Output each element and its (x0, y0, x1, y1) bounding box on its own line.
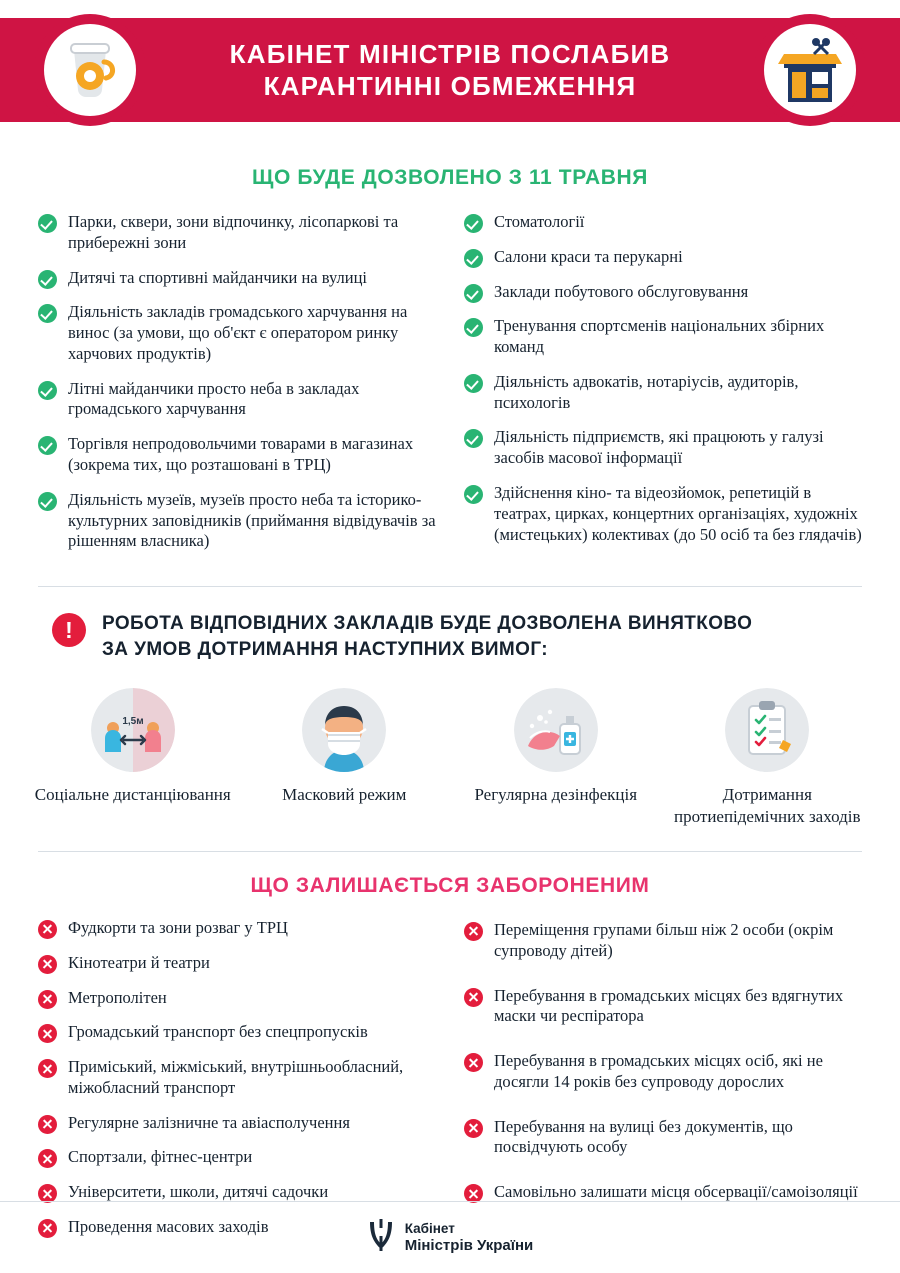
allowed-right-list (464, 212, 862, 545)
list-item-label: Самовільно залишати місця обсервації/самоізоляції (494, 1182, 858, 1202)
list-item (38, 953, 436, 974)
list-item (464, 372, 862, 414)
close-icon (38, 955, 57, 974)
list-item-label: Діяльність адвокатів, нотаріусів, аудиторів, психологів (494, 371, 799, 412)
list-item (464, 483, 862, 545)
list-item-label: Спортзали, фітнес-центри (68, 1147, 253, 1167)
list-item-label: Тренування спортсменів національних збірних команд (494, 316, 825, 357)
list-item (464, 247, 862, 268)
list-item (464, 1182, 862, 1203)
list-item-label: Метрополітен (68, 987, 167, 1007)
list-item (38, 490, 436, 552)
list-item-label: Фудкорти та зони розваг у ТРЦ (68, 917, 288, 937)
list-item (38, 1182, 436, 1203)
list-item-label: Діяльність підприємств, які працюють у галузі засобів масової інформації (494, 427, 824, 468)
list-item (38, 1113, 436, 1134)
check-icon (38, 304, 57, 323)
condition-label: Соціальне дистанціювання (34, 785, 231, 805)
forbidden-section-title: ЩО ЗАЛИШАЄТЬСЯ ЗАБОРОНЕНИМ (250, 873, 650, 897)
allowed-section-title: ЩО БУДЕ ДОЗВОЛЕНО З 11 ТРАВНЯ (252, 166, 648, 189)
list-item (464, 316, 862, 358)
list-item (38, 212, 436, 254)
close-icon (464, 988, 483, 1007)
ukraine-trident-icon (367, 1218, 395, 1257)
check-icon (38, 436, 57, 455)
list-item (464, 1117, 862, 1159)
list-item-label: Перебування в громадських місцях без вдягнутих маски чи респіратора (494, 985, 844, 1026)
close-icon (38, 990, 57, 1009)
close-icon (464, 922, 483, 941)
hand-sanitizer-icon (514, 688, 598, 772)
footer-line2: Міністрів України (404, 1236, 534, 1254)
list-item-label: Стоматології (494, 212, 585, 231)
condition-social-distance (30, 688, 236, 827)
check-icon (464, 214, 483, 233)
face-mask-icon (302, 688, 386, 772)
condition-disinfection (453, 688, 659, 827)
check-icon (464, 429, 483, 448)
barbershop-store-icon (754, 14, 866, 126)
divider-conditions-forbidden (38, 851, 862, 852)
checklist-clipboard-icon (725, 688, 809, 772)
list-item (38, 268, 436, 289)
allowed-right-column (464, 212, 862, 566)
list-item-label: Приміський, міжміський, внутрішньообласний, міжобласний транспорт (68, 1057, 404, 1097)
page-title-line2: КАРАНТИННІ ОБМЕЖЕННЯ (263, 71, 637, 101)
list-item (38, 1057, 436, 1099)
list-item-label: Кінотеатри й театри (68, 952, 210, 972)
page-title-line1: КАБІНЕТ МІНІСТРІВ ПОСЛАБИВ (229, 38, 671, 69)
coffee-cup-icon (34, 14, 146, 126)
footer-line1: Кабінет (404, 1221, 455, 1237)
list-item (38, 1147, 436, 1168)
close-icon (38, 1059, 57, 1078)
check-icon (464, 318, 483, 337)
list-item-label: Переміщення групами більш ніж 2 особи (окрім супроводу дітей) (494, 919, 834, 960)
list-item-label: Салони краси та перукарні (494, 246, 683, 266)
list-item-label: Заклади побутового обслуговування (494, 281, 749, 301)
check-icon (464, 284, 483, 303)
close-icon (464, 1119, 483, 1138)
check-icon (38, 214, 57, 233)
list-item (38, 434, 436, 476)
list-item (38, 302, 436, 364)
condition-face-mask (242, 688, 448, 827)
list-item-label: Діяльність закладів громадського харчування на винос (за умови, що об'єкт є оператором ринку харчових продуктів) (68, 302, 408, 363)
forbidden-left-list (38, 918, 436, 1238)
condition-label: Дотримання протиепідемічних заходів (674, 785, 861, 826)
list-item-label: Регулярне залізничне та авіасполучення (68, 1112, 350, 1132)
list-item (464, 212, 862, 233)
header (0, 0, 900, 140)
footer (0, 1201, 900, 1273)
list-item (38, 988, 436, 1009)
conditions-heading-line1: РОБОТА ВІДПОВІДНИХ ЗАКЛАДІВ БУДЕ ДОЗВОЛЕНА ВИНЯТКОВО (102, 613, 753, 635)
close-icon (38, 1149, 57, 1168)
list-item-label: Громадський транспорт без спецпропусків (68, 1022, 368, 1042)
list-item (464, 427, 862, 469)
list-item-label: Літні майданчики просто неба в закладах громадського харчування (68, 378, 360, 419)
check-icon (38, 492, 57, 511)
list-item (464, 282, 862, 303)
check-icon (38, 270, 57, 289)
condition-antiepidemic (665, 688, 871, 827)
close-icon (38, 920, 57, 939)
forbidden-right-list (464, 920, 862, 1203)
list-item (464, 1051, 862, 1093)
allowed-left-list (38, 212, 436, 552)
exclamation-icon: ! (52, 613, 86, 647)
close-icon (464, 1053, 483, 1072)
list-item (38, 1022, 436, 1043)
list-item-label: Дитячі та спортивні майданчики на вулиці (68, 267, 367, 287)
list-item-label: Діяльність музеїв, музеїв просто неба та історико-культурних заповідників (приймання відвідувачів за рішенням власника) (68, 489, 436, 551)
conditions-heading-line2: ЗА УМОВ ДОТРИМАННЯ НАСТУПНИХ ВИМОГ: (102, 638, 548, 660)
list-item-label: Здійснення кіно- та відеозйомок, репетицій в театрах, цирках, концертних організаціях, художніх (мистецьких) колективах (до 50 осіб та без глядачів) (494, 483, 862, 544)
condition-label: Масковий режим (282, 785, 407, 805)
list-item (38, 379, 436, 421)
list-item-label: Проведення масових заходів (68, 1216, 269, 1236)
list-item-label: Перебування в громадських місцях осіб, які не досягли 14 років без супроводу дорослих (494, 1051, 823, 1091)
conditions-row (0, 662, 900, 827)
check-icon (464, 485, 483, 504)
list-item-label: Торгівля непродовольчими товарами в магазинах (зокрема тих, що розташовані в ТРЦ) (68, 434, 414, 475)
list-item-label: Перебування на вулиці без документів, що посвідчують особу (494, 1116, 793, 1157)
list-item (464, 920, 862, 962)
social-distance-icon (91, 688, 175, 772)
allowed-left-column (38, 212, 436, 566)
list-item-label: Університети, школи, дитячі садочки (68, 1182, 329, 1202)
check-icon (38, 381, 57, 400)
check-icon (464, 249, 483, 268)
page-title (190, 30, 710, 110)
svg-text:1,5м: 1,5м (122, 716, 144, 728)
conditions-heading (0, 587, 900, 662)
allowed-columns (0, 212, 900, 566)
list-item (464, 986, 862, 1028)
close-icon (38, 1024, 57, 1043)
condition-label: Регулярна дезінфекція (474, 785, 638, 805)
close-icon (38, 1115, 57, 1134)
list-item-label: Парки, сквери, зони відпочинку, лісопаркові та прибережні зони (68, 212, 399, 252)
check-icon (464, 374, 483, 393)
list-item (38, 918, 436, 939)
